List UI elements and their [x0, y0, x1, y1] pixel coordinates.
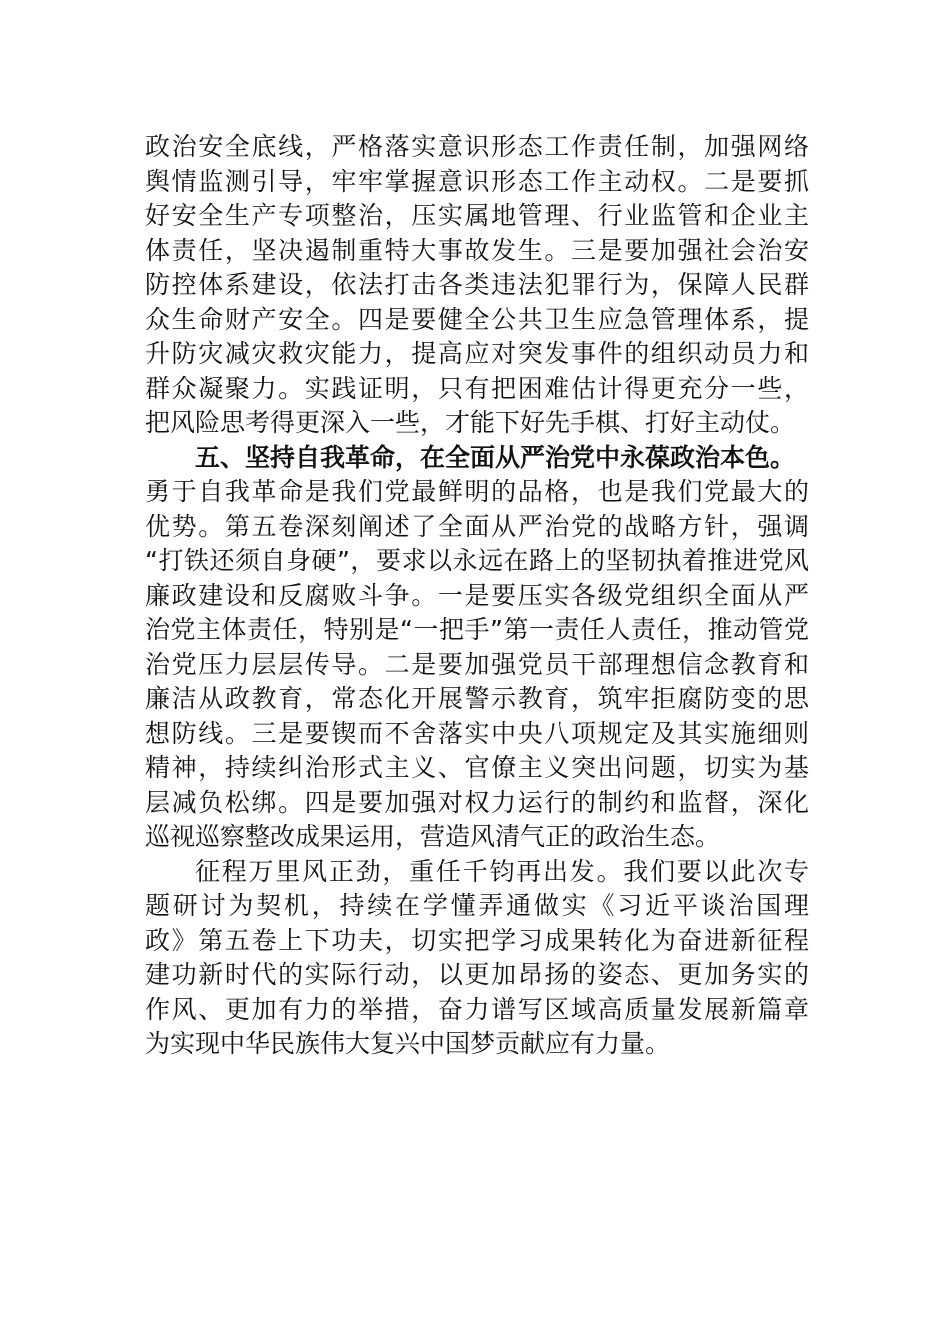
paragraph-1	[145, 130, 809, 441]
text-line: 体责任，坚决遏制重特大事故发生。三是要加强社会治安	[145, 235, 809, 265]
text-line: 勇于自我革命是我们党最鲜明的品格，也是我们党最大的	[145, 477, 809, 506]
text-line: 群众凝聚力。实践证明，只有把困难估计得更充分一些，	[145, 373, 809, 403]
text-line: 优势。第五卷深刻阐述了全面从严治党的战略方针，强调	[145, 511, 809, 541]
text-line: 建功新时代的实际行动，以更加昂扬的姿态、更加务实的	[145, 960, 809, 989]
text-line: 舆情监测引导，牢牢掌握意识形态工作主动权。二是要抓	[145, 166, 809, 196]
text-line: 治党主体责任，特别是“一把手”第一责任人责任，推动管党	[145, 615, 809, 644]
text-line: 精神，持续纠治形式主义、官僚主义突出问题，切实为基	[145, 753, 809, 782]
text-line: 升防灾减灾救灾能力，提高应对突发事件的组织动员力和	[145, 339, 809, 368]
text-line: 廉政建设和反腐败斗争。一是要压实各级党组织全面从严	[145, 580, 809, 610]
text-line: 征程万里风正劲，重任千钧再出发。我们要以此次专	[195, 856, 809, 886]
text-line: 作风、更加有力的举措，奋力谱写区域高质量发展新篇章	[145, 994, 809, 1024]
paragraph-3	[145, 855, 809, 1062]
text-line: 为实现中华民族伟大复兴中国梦贡献应有力量。	[145, 1029, 671, 1058]
text-line: 政治安全底线，严格落实意识形态工作责任制，加强网络	[145, 132, 809, 161]
section-heading: 五、坚持自我革命，在全面从严治党中永葆政治本色。	[195, 442, 796, 472]
text-line: 廉洁从政教育，常态化开展警示教育，筑牢拒腐防变的思	[145, 684, 809, 713]
text-line: 巡视巡察整改成果运用，营造风清气正的政治生态。	[145, 822, 721, 851]
text-line: 想防线。三是要锲而不舍落实中央八项规定及其实施细则	[145, 718, 809, 748]
text-line: 把风险思考得更深入一些，才能下好先手棋、打好主动仗。	[145, 408, 796, 437]
text-line: 层减负松绑。四是要加强对权力运行的制约和监督，深化	[145, 787, 809, 817]
text-line: 治党压力层层传导。二是要加强党员干部理想信念教育和	[145, 649, 809, 679]
text-line: 好安全生产专项整治，压实属地管理、行业监管和企业主	[145, 201, 809, 230]
text-line: 题研讨为契机，持续在学懂弄通做实《习近平谈治国理	[145, 891, 809, 920]
text-line: 众生命财产安全。四是要健全公共卫生应急管理体系，提	[145, 304, 809, 334]
text-line: 防控体系建设，依法打击各类违法犯罪行为，保障人民群	[145, 270, 809, 299]
text-line: “打铁还须自身硬”，要求以永远在路上的坚韧执着推进党风	[145, 546, 809, 575]
document-body	[145, 130, 809, 1062]
paragraph-2	[145, 441, 809, 855]
text-line: 政》第五卷上下功夫，切实把学习成果转化为奋进新征程	[145, 925, 809, 955]
